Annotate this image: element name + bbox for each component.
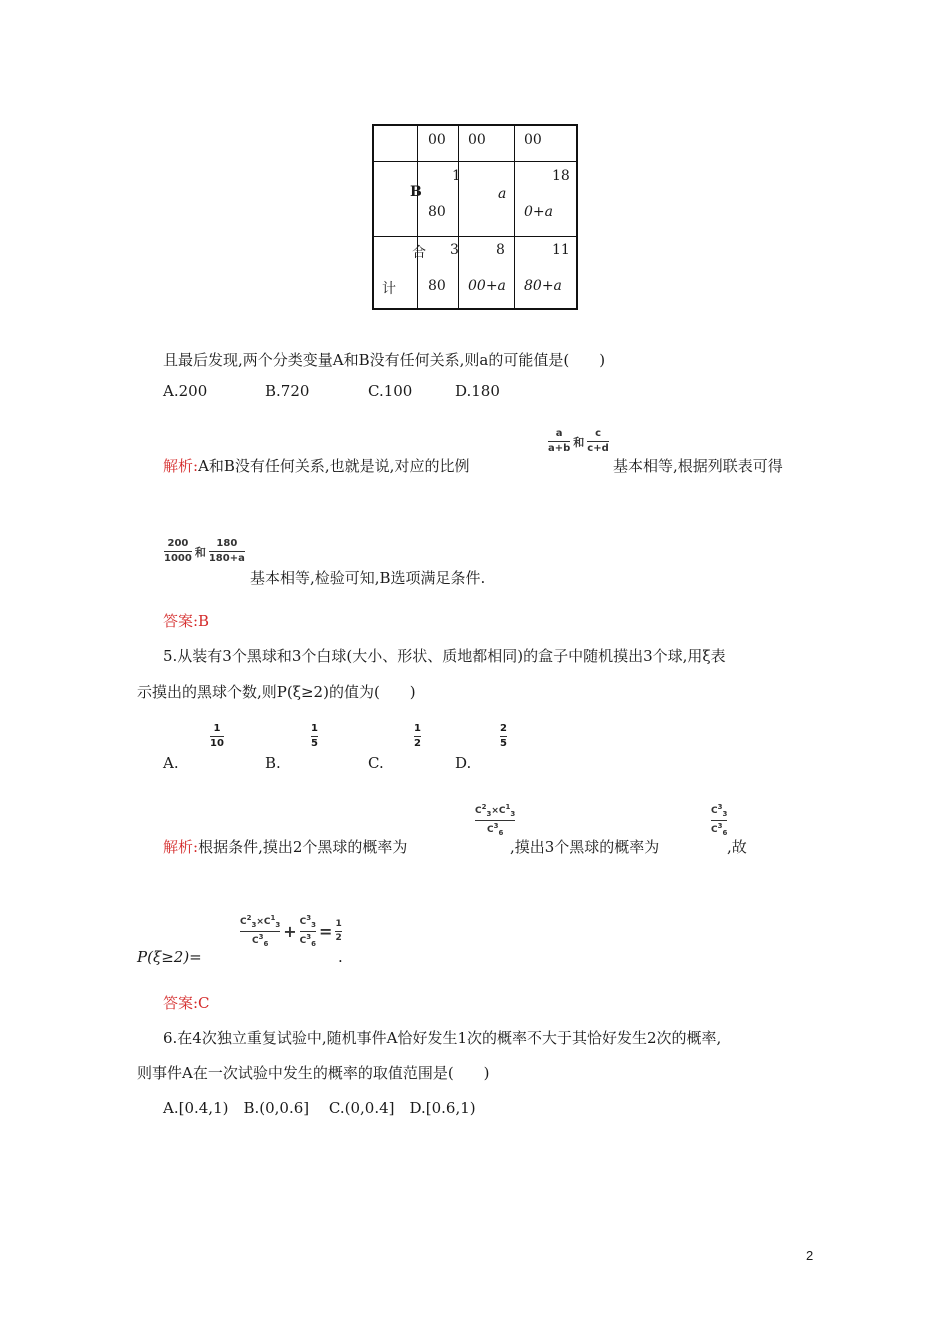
table-cell: 00 (468, 132, 486, 148)
result-end: . (338, 948, 343, 966)
option-b: B. (265, 754, 281, 772)
analysis-text: A和B没有任何关系,也就是说,对应的比例 (198, 457, 470, 475)
answer: 答案:B (163, 612, 210, 630)
analysis-label: 解析: (163, 457, 199, 475)
ratio-formula-values: $\frac{200}{1000}$ 和 $\frac{180}{180+a}$ (164, 538, 245, 564)
table-row-label: 合 (412, 245, 426, 261)
option-b: B.720 (265, 382, 310, 400)
option-d: D. (455, 754, 472, 772)
option-c: C. (368, 754, 384, 772)
page-number: 2 (806, 1248, 814, 1263)
probability-two-black-formula: $\frac{C^2_3\times C^1_3}{C^3_6}$ (475, 803, 516, 837)
option-c: C.100 (368, 382, 413, 400)
table-cell: 80 (428, 278, 446, 294)
table-cell: 00 (428, 132, 446, 148)
option-d-fraction: 2 5 (500, 723, 507, 749)
result-formula: $\frac{C^2_3\times C^1_3}{C^3_6}$ + $\frac{C^3_3}{C^3_6}$ = $\frac{1}{2}$ (240, 914, 342, 948)
options-line: A.[0.4,1) B.(0,0.6] C.(0,0.4] D.[0.6,1) (163, 1099, 476, 1117)
question-stem: 6.在4次独立重复试验中,随机事件A恰好发生1次的概率不大于其恰好发生2次的概率, (163, 1029, 722, 1047)
table-cell: 11 (552, 242, 570, 258)
table-cell: a (498, 186, 507, 202)
analysis-text: 根据条件,摸出2个黑球的概率为 (198, 838, 408, 856)
table-row-label: 计 (382, 281, 396, 297)
question-stem: 5.从装有3个黑球和3个白球(大小、形状、质地都相同)的盒子中随机摸出3个球,用ξ表 (163, 647, 726, 665)
option-d: D.180 (455, 382, 500, 400)
option-a: A.200 (163, 382, 208, 400)
option-a-fraction: 1 10 (210, 723, 224, 749)
table-cell: 0+a (524, 204, 553, 220)
question-stem: 且最后发现,两个分类变量A和B没有任何关系,则a的可能值是( ) (163, 351, 606, 369)
option-b-fraction: 1 5 (311, 723, 318, 749)
contingency-table (372, 124, 578, 310)
table-cell: 80 (428, 204, 446, 220)
result-lhs: P(ξ≥2)= (137, 948, 202, 966)
question-stem-cont: 则事件A在一次试验中发生的概率的取值范围是( ) (137, 1064, 490, 1082)
table-row-label: B (410, 184, 422, 200)
question-stem-cont: 示摸出的黑球个数,则P(ξ≥2)的值为( ) (137, 683, 416, 701)
answer: 答案:C (163, 994, 210, 1012)
ratio-formula: $\frac{a}{a+b}$ 和 $\frac{c}{c+d}$ (548, 428, 609, 454)
analysis-tail: 基本相等,根据列联表可得 (613, 457, 783, 475)
analysis-line-2: 基本相等,检验可知,B选项满足条件. (250, 569, 486, 587)
table-cell: 1 (452, 168, 461, 184)
analysis-line (163, 836, 407, 857)
analysis-text-3: ,故 (727, 838, 747, 856)
probability-three-black-formula: $\frac{C^3_3}{C^3_6}$ (711, 803, 728, 837)
table-cell: 3 (450, 242, 459, 258)
table-cell: 00 (524, 132, 542, 148)
analysis-line (163, 455, 469, 476)
option-c-fraction: 1 2 (414, 723, 421, 749)
table-cell: 8 (496, 242, 505, 258)
table-cell: 80+a (524, 278, 562, 294)
table-cell: 18 (552, 168, 570, 184)
analysis-label: 解析: (163, 838, 199, 856)
analysis-text-2: ,摸出3个黑球的概率为 (510, 838, 660, 856)
option-a: A. (163, 754, 179, 772)
table-cell: 00+a (468, 278, 506, 294)
